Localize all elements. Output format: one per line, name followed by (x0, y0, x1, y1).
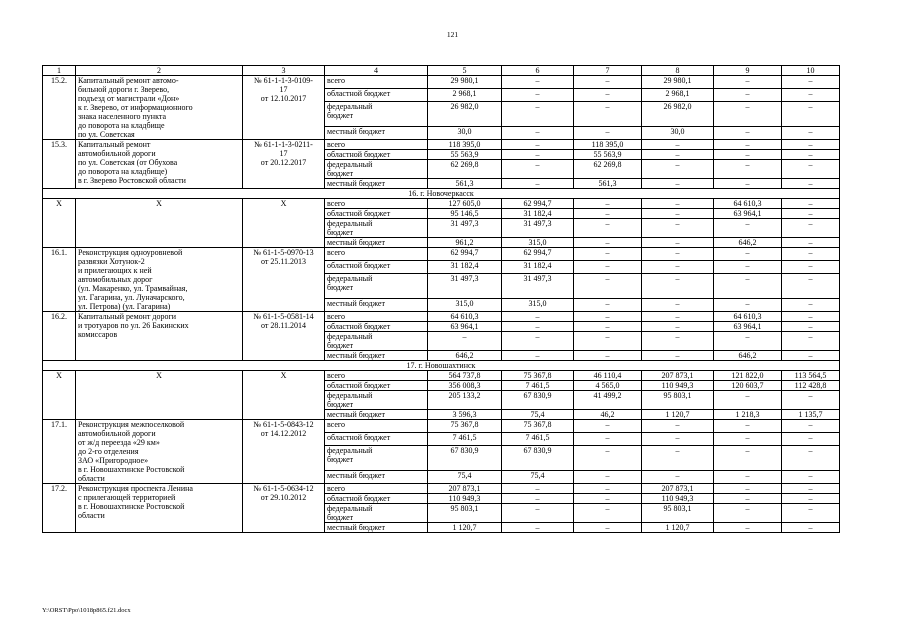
value-cell: 1 218,3 (714, 410, 782, 420)
value-cell: – (714, 470, 782, 483)
value-cell: 646,2 (428, 351, 502, 361)
item-number: 15.3. (43, 140, 76, 189)
value-cell: 26 982,0 (642, 102, 714, 127)
funding-source: областной бюджет (325, 494, 428, 504)
value-cell: 67 830,9 (502, 391, 574, 410)
value-cell: – (642, 140, 714, 150)
value-cell: 646,2 (714, 238, 782, 248)
funding-source: федеральный бюджет (325, 102, 428, 127)
value-cell: – (714, 523, 782, 533)
value-cell: – (782, 261, 840, 274)
value-cell: – (642, 470, 714, 483)
value-cell: 564 737,8 (428, 371, 502, 381)
value-cell: – (782, 470, 840, 483)
value-cell: 7 461,5 (502, 433, 574, 446)
funding-source: федеральный бюджет (325, 391, 428, 410)
value-cell: – (642, 238, 714, 248)
value-cell: 41 499,2 (574, 391, 642, 410)
item-name: Реконструкция межпоселковой автомобильной дороги от ж/д переезда «29 км» до 2-го отделения ЗАО «Пригородное» в г. Новошахтинске Ростовской области (76, 420, 243, 484)
city-section-title: 17. г. Новошахтинск (43, 361, 840, 371)
funding-source: местный бюджет (325, 179, 428, 189)
value-cell: – (782, 322, 840, 332)
value-cell: – (642, 199, 714, 209)
value-cell: 62 269,8 (574, 160, 642, 179)
item-number: 17.2. (43, 484, 76, 533)
value-cell: 95 146,5 (428, 209, 502, 219)
value-cell: 110 949,3 (428, 494, 502, 504)
value-cell: – (574, 209, 642, 219)
value-cell: 561,3 (428, 179, 502, 189)
funding-source: областной бюджет (325, 322, 428, 332)
value-cell: – (782, 446, 840, 471)
value-cell: – (574, 89, 642, 102)
value-cell: 30,0 (428, 126, 502, 139)
value-cell: – (782, 391, 840, 410)
value-cell: – (782, 494, 840, 504)
value-cell: – (574, 322, 642, 332)
value-cell: – (714, 248, 782, 261)
funding-source: всего (325, 199, 428, 209)
value-cell: – (574, 470, 642, 483)
funding-source: областной бюджет (325, 150, 428, 160)
value-cell: 7 461,5 (502, 381, 574, 391)
funding-source: федеральный бюджет (325, 332, 428, 351)
file-path-footer: Y:\ORST\Ppo\1018p865.f21.docx (42, 607, 131, 614)
value-cell: 29 980,1 (642, 76, 714, 89)
value-cell: 64 610,3 (714, 199, 782, 209)
item-name: Х (76, 199, 243, 248)
item-name: Реконструкция одноуровневой развязки Хотунок-2 и прилегающих к ней автомобильных дорог (ул. Макаренко, ул. Трамвайная, ул. Гагарина, ул. Луначарского, ул. Петрова) (ул. Гагарина) (76, 248, 243, 312)
value-cell: 46,2 (574, 410, 642, 420)
column-header: 8 (642, 66, 714, 76)
funding-source: федеральный бюджет (325, 274, 428, 299)
value-cell: – (642, 179, 714, 189)
value-cell: – (502, 351, 574, 361)
funding-source: федеральный бюджет (325, 446, 428, 471)
item-document: Х (243, 371, 325, 420)
value-cell: 121 822,0 (714, 371, 782, 381)
value-cell: 3 596,3 (428, 410, 502, 420)
value-cell: – (714, 89, 782, 102)
value-cell: – (782, 433, 840, 446)
value-cell: – (574, 219, 642, 238)
funding-source: областной бюджет (325, 381, 428, 391)
value-cell: – (502, 102, 574, 127)
value-cell: – (714, 433, 782, 446)
item-document: № 61-1-5-0843-12 от 14.12.2012 (243, 420, 325, 484)
value-cell: – (642, 420, 714, 433)
value-cell: – (714, 219, 782, 238)
value-cell: – (782, 332, 840, 351)
value-cell: – (502, 179, 574, 189)
funding-source: местный бюджет (325, 523, 428, 533)
value-cell: – (642, 248, 714, 261)
item-number: Х (43, 199, 76, 248)
column-header: 3 (243, 66, 325, 76)
value-cell: 1 120,7 (428, 523, 502, 533)
value-cell: – (642, 219, 714, 238)
value-cell: – (574, 199, 642, 209)
value-cell: – (782, 274, 840, 299)
item-name: Капитальный ремонт дороги и тротуаров по ул. 26 Бакинских комиссаров (76, 312, 243, 361)
value-cell: 67 830,9 (428, 446, 502, 471)
value-cell: 207 873,1 (428, 484, 502, 494)
value-cell: 62 994,7 (502, 199, 574, 209)
value-cell: – (782, 219, 840, 238)
value-cell: 113 564,5 (782, 371, 840, 381)
value-cell: – (782, 179, 840, 189)
value-cell: – (574, 433, 642, 446)
table-row (43, 199, 840, 209)
value-cell: – (642, 150, 714, 160)
item-number: 16.2. (43, 312, 76, 361)
item-number: 16.1. (43, 248, 76, 312)
value-cell: – (574, 126, 642, 139)
value-cell: – (714, 261, 782, 274)
value-cell: – (714, 494, 782, 504)
funding-source: местный бюджет (325, 298, 428, 311)
value-cell: – (782, 150, 840, 160)
value-cell: 315,0 (502, 298, 574, 311)
value-cell: 75 367,8 (502, 420, 574, 433)
value-cell: – (502, 312, 574, 322)
item-number: Х (43, 371, 76, 420)
value-cell: 75 367,8 (502, 371, 574, 381)
value-cell: 646,2 (714, 351, 782, 361)
value-cell: 205 133,2 (428, 391, 502, 410)
value-cell: – (714, 484, 782, 494)
value-cell: – (642, 332, 714, 351)
item-number: 15.2. (43, 76, 76, 140)
value-cell: – (782, 298, 840, 311)
value-cell: 75,4 (428, 470, 502, 483)
value-cell: – (642, 433, 714, 446)
funding-source: всего (325, 140, 428, 150)
funding-source: всего (325, 484, 428, 494)
value-cell: – (782, 199, 840, 209)
funding-source: всего (325, 312, 428, 322)
value-cell: – (714, 420, 782, 433)
item-document: № 61-1-5-0634-12 от 29.10.2012 (243, 484, 325, 533)
value-cell: – (714, 150, 782, 160)
value-cell: 31 497,3 (428, 219, 502, 238)
value-cell: – (574, 494, 642, 504)
value-cell: – (502, 126, 574, 139)
value-cell: – (782, 102, 840, 127)
funding-source: всего (325, 76, 428, 89)
item-name: Х (76, 371, 243, 420)
city-section-row (43, 189, 840, 199)
value-cell: – (714, 504, 782, 523)
value-cell: – (714, 298, 782, 311)
value-cell: – (642, 351, 714, 361)
value-cell: – (574, 274, 642, 299)
value-cell: – (714, 446, 782, 471)
value-cell: – (574, 420, 642, 433)
value-cell: 75 367,8 (428, 420, 502, 433)
value-cell: – (714, 391, 782, 410)
value-cell: – (574, 261, 642, 274)
funding-source: областной бюджет (325, 261, 428, 274)
value-cell: – (782, 312, 840, 322)
value-cell: – (782, 523, 840, 533)
value-cell: 1 135,7 (782, 410, 840, 420)
item-document: Х (243, 199, 325, 248)
city-section-title: 16. г. Новочеркасск (43, 189, 840, 199)
item-document: № 61-1-5-0581-14 от 28.11.2014 (243, 312, 325, 361)
value-cell: – (574, 446, 642, 471)
funding-source: местный бюджет (325, 238, 428, 248)
column-header: 4 (325, 66, 428, 76)
value-cell: 118 395,0 (428, 140, 502, 150)
value-cell: – (782, 160, 840, 179)
table-row (43, 76, 840, 89)
value-cell: – (502, 332, 574, 351)
item-name: Реконструкция проспекта Ленина с прилегающей территорией в г. Новошахтинске Ростовской области (76, 484, 243, 533)
value-cell: 207 873,1 (642, 371, 714, 381)
table-row (43, 371, 840, 381)
table-row (43, 484, 840, 494)
value-cell: – (502, 494, 574, 504)
value-cell: – (714, 160, 782, 179)
value-cell: 110 949,3 (642, 494, 714, 504)
value-cell: – (502, 322, 574, 332)
value-cell: – (502, 150, 574, 160)
value-cell: – (782, 126, 840, 139)
value-cell: – (502, 89, 574, 102)
budget-table (42, 65, 840, 533)
value-cell: – (502, 484, 574, 494)
value-cell: 2 968,1 (428, 89, 502, 102)
column-header: 10 (782, 66, 840, 76)
value-cell: – (574, 504, 642, 523)
value-cell: – (574, 76, 642, 89)
value-cell: 55 563,9 (428, 150, 502, 160)
value-cell: 46 110,4 (574, 371, 642, 381)
value-cell: – (642, 274, 714, 299)
value-cell: 315,0 (502, 238, 574, 248)
value-cell: – (782, 209, 840, 219)
value-cell: 95 803,1 (428, 504, 502, 523)
value-cell: – (502, 76, 574, 89)
value-cell: – (714, 76, 782, 89)
value-cell: – (574, 484, 642, 494)
funding-source: федеральный бюджет (325, 219, 428, 238)
value-cell: – (574, 312, 642, 322)
funding-source: областной бюджет (325, 89, 428, 102)
value-cell: 31 497,3 (502, 274, 574, 299)
table-body (43, 66, 840, 533)
column-header-row (43, 66, 840, 76)
value-cell: – (714, 102, 782, 127)
column-header: 2 (76, 66, 243, 76)
city-section-row (43, 361, 840, 371)
value-cell: 64 610,3 (428, 312, 502, 322)
page-number: 121 (446, 30, 459, 39)
item-document: № 61-1-1-3-0211- 17 от 20.12.2017 (243, 140, 325, 189)
value-cell: 2 968,1 (642, 89, 714, 102)
value-cell: 63 964,1 (428, 322, 502, 332)
column-header: 1 (43, 66, 76, 76)
value-cell: 95 803,1 (642, 391, 714, 410)
value-cell: – (782, 420, 840, 433)
value-cell: – (782, 238, 840, 248)
funding-source: местный бюджет (325, 126, 428, 139)
value-cell: 75,4 (502, 470, 574, 483)
value-cell: – (574, 351, 642, 361)
value-cell: – (502, 160, 574, 179)
value-cell: – (714, 274, 782, 299)
value-cell: 63 964,1 (714, 322, 782, 332)
value-cell: 62 994,7 (428, 248, 502, 261)
value-cell: – (574, 238, 642, 248)
value-cell: 62 269,8 (428, 160, 502, 179)
column-header: 9 (714, 66, 782, 76)
value-cell: – (502, 523, 574, 533)
table-row (43, 420, 840, 433)
value-cell: 30,0 (642, 126, 714, 139)
value-cell: 95 803,1 (642, 504, 714, 523)
value-cell: 4 565,0 (574, 381, 642, 391)
value-cell: 31 497,3 (502, 219, 574, 238)
value-cell: – (714, 332, 782, 351)
funding-source: всего (325, 371, 428, 381)
value-cell: 127 605,0 (428, 199, 502, 209)
value-cell: 63 964,1 (714, 209, 782, 219)
item-document: № 61-1-1-3-0109- 17 от 12.10.2017 (243, 76, 325, 140)
funding-source: местный бюджет (325, 351, 428, 361)
value-cell: 31 497,3 (428, 274, 502, 299)
funding-source: всего (325, 420, 428, 433)
value-cell: – (714, 179, 782, 189)
value-cell: 112 428,8 (782, 381, 840, 391)
value-cell: – (574, 298, 642, 311)
value-cell: 118 395,0 (574, 140, 642, 150)
value-cell: – (574, 248, 642, 261)
value-cell: – (782, 76, 840, 89)
value-cell: – (642, 322, 714, 332)
funding-source: местный бюджет (325, 410, 428, 420)
column-header: 5 (428, 66, 502, 76)
funding-source: федеральный бюджет (325, 504, 428, 523)
value-cell: 356 008,3 (428, 381, 502, 391)
value-cell: – (428, 332, 502, 351)
value-cell: 110 949,3 (642, 381, 714, 391)
value-cell: – (782, 89, 840, 102)
value-cell: 64 610,3 (714, 312, 782, 322)
value-cell: – (642, 160, 714, 179)
value-cell: 1 120,7 (642, 523, 714, 533)
value-cell: – (642, 261, 714, 274)
funding-source: федеральный бюджет (325, 160, 428, 179)
value-cell: 207 873,1 (642, 484, 714, 494)
value-cell: 29 980,1 (428, 76, 502, 89)
value-cell: 561,3 (574, 179, 642, 189)
value-cell: 1 120,7 (642, 410, 714, 420)
funding-source: всего (325, 248, 428, 261)
value-cell: – (574, 523, 642, 533)
value-cell: 7 461,5 (428, 433, 502, 446)
value-cell: 961,2 (428, 238, 502, 248)
value-cell: – (642, 298, 714, 311)
value-cell: – (642, 209, 714, 219)
value-cell: 31 182,4 (502, 209, 574, 219)
value-cell: – (642, 312, 714, 322)
value-cell: – (782, 248, 840, 261)
funding-source: областной бюджет (325, 209, 428, 219)
value-cell: 120 603,7 (714, 381, 782, 391)
item-number: 17.1. (43, 420, 76, 484)
value-cell: – (714, 126, 782, 139)
value-cell: – (502, 504, 574, 523)
column-header: 6 (502, 66, 574, 76)
value-cell: 62 994,7 (502, 248, 574, 261)
item-document: № 61-1-5-0970-13 от 25.11.2013 (243, 248, 325, 312)
funding-source: областной бюджет (325, 433, 428, 446)
value-cell: – (782, 484, 840, 494)
value-cell: 67 830,9 (502, 446, 574, 471)
table-row (43, 248, 840, 261)
value-cell: 31 182,4 (428, 261, 502, 274)
value-cell: – (502, 140, 574, 150)
item-name: Капитальный ремонт автомобильной дороги по ул. Советская (от Обухова до поворота на кладбище) в г. Зверево Ростовской области (76, 140, 243, 189)
value-cell: 26 982,0 (428, 102, 502, 127)
value-cell: – (782, 140, 840, 150)
value-cell: – (574, 332, 642, 351)
value-cell: – (642, 446, 714, 471)
item-name: Капитальный ремонт автомо- бильной дороги г. Зверево, подъезд от магистрали «Дон» к г. Зверево, от информационного знака населенного пункта до поворота на кладбище по ул. Советская (76, 76, 243, 140)
value-cell: 75,4 (502, 410, 574, 420)
funding-source: местный бюджет (325, 470, 428, 483)
value-cell: – (574, 102, 642, 127)
value-cell: 315,0 (428, 298, 502, 311)
value-cell: – (782, 351, 840, 361)
column-header: 7 (574, 66, 642, 76)
value-cell: – (714, 140, 782, 150)
value-cell: 55 563,9 (574, 150, 642, 160)
value-cell: 31 182,4 (502, 261, 574, 274)
table-row (43, 140, 840, 150)
table-row (43, 312, 840, 322)
value-cell: – (782, 504, 840, 523)
